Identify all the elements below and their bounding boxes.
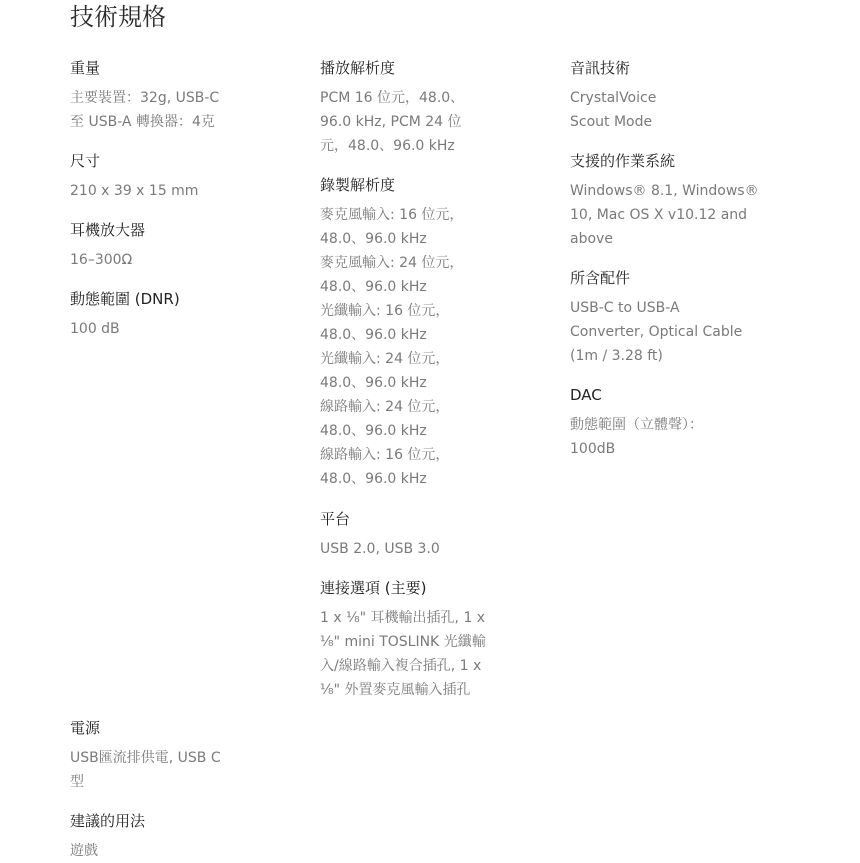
spec-value-power xyxy=(70,746,270,794)
spec-value-audio-tech xyxy=(570,86,770,134)
spec-value-line: 線路輸入: 16 位元， xyxy=(320,447,450,463)
spec-value-included-accessories xyxy=(570,296,770,368)
spec-value-line: 光纖輸入: 16 位元， xyxy=(320,303,450,319)
spec-label-audio-tech: 音訊技術 xyxy=(570,59,631,77)
spec-value-line: 48.0、96.0 kHz xyxy=(320,375,427,391)
spec-value-line: Scout Mode xyxy=(570,114,653,130)
spec-label-connectivity: 連接選項 (主要) xyxy=(320,579,427,597)
spec-value-line: above xyxy=(570,231,613,247)
spec-label-weight: 重量 xyxy=(70,59,101,77)
spec-value-recording-resolution xyxy=(320,203,510,491)
spec-headphone-amp xyxy=(70,220,270,272)
spec-platform xyxy=(320,509,510,561)
spec-value-supported-os xyxy=(570,179,770,251)
spec-value-line: Windows® 8.1, Windows® xyxy=(570,183,759,199)
spec-label-dynamic-range: 動態範圍 (DNR) xyxy=(70,290,180,308)
spec-value-line: 入/線路輸入複合插孔, 1 x xyxy=(320,658,482,674)
spec-value-line: 16–300Ω xyxy=(70,252,133,268)
spec-value-line: 遊戲 xyxy=(70,843,98,859)
spec-value-dac xyxy=(570,413,770,461)
spec-value-playback-resolution xyxy=(320,86,510,158)
spec-value-line: 型 xyxy=(70,774,84,790)
spec-value-line: (1m / 3.28 ft) xyxy=(570,348,663,364)
spec-value-line: 100 dB xyxy=(70,321,120,337)
spec-value-line: CrystalVoice xyxy=(570,90,657,106)
spec-value-line: Converter, Optical Cable xyxy=(570,324,743,340)
spec-supported-os xyxy=(570,151,770,251)
spec-value-line: 96.0 kHz, PCM 24 位 xyxy=(320,114,462,130)
spec-value-line: 48.0、96.0 kHz xyxy=(320,423,427,439)
spec-value-line: USB-C to USB-A xyxy=(570,300,680,316)
spec-value-line: 48.0、96.0 kHz xyxy=(320,327,427,343)
spec-value-line: 1 x ⅛" 耳機輸出插孔, 1 x xyxy=(320,610,486,626)
spec-value-headphone-amp xyxy=(70,248,270,272)
spec-label-power: 電源 xyxy=(70,719,101,737)
spec-value-line: 線路輸入: 24 位元， xyxy=(320,399,450,415)
spec-value-line: 動態範圍（立體聲）： xyxy=(570,417,703,433)
spec-value-line: 100dB xyxy=(570,441,616,457)
spec-label-headphone-amp: 耳機放大器 xyxy=(70,221,146,239)
spec-value-line: 48.0、96.0 kHz xyxy=(320,279,427,295)
spec-value-connectivity xyxy=(320,606,520,702)
spec-included-accessories xyxy=(570,268,770,368)
spec-value-dimensions xyxy=(70,179,270,203)
spec-value-line: 麥克風輸入: 24 位元， xyxy=(320,255,464,271)
spec-label-dac: DAC xyxy=(570,386,602,404)
spec-label-platform: 平台 xyxy=(320,510,351,528)
spec-value-recommended-use xyxy=(70,839,270,863)
page-title: 技術規格 xyxy=(70,3,166,31)
spec-recording-resolution xyxy=(320,175,510,491)
spec-value-line: PCM 16 位元，48.0、 xyxy=(320,90,465,106)
spec-value-line: USB 2.0, USB 3.0 xyxy=(320,541,440,557)
spec-label-recommended-use: 建議的用法 xyxy=(70,812,146,830)
spec-value-line: 元，48.0、96.0 kHz xyxy=(320,138,455,154)
spec-value-line: 光纖輸入: 24 位元， xyxy=(320,351,450,367)
spec-audio-tech xyxy=(570,58,770,134)
spec-connectivity xyxy=(320,578,520,702)
spec-label-supported-os: 支援的作業系統 xyxy=(570,152,676,170)
spec-value-platform xyxy=(320,537,510,561)
spec-value-line: 48.0、96.0 kHz xyxy=(320,471,427,487)
spec-value-line: ⅛" mini TOSLINK 光纖輸 xyxy=(320,634,486,650)
spec-dac xyxy=(570,385,770,461)
spec-weight xyxy=(70,58,270,134)
spec-value-line: ⅛" 外置麥克風輸入插孔 xyxy=(320,682,471,698)
spec-value-line: 210 x 39 x 15 mm xyxy=(70,183,199,199)
spec-value-line: USB匯流排供電, USB C xyxy=(70,750,221,766)
spec-dimensions xyxy=(70,151,270,203)
spec-dynamic-range xyxy=(70,289,270,341)
spec-value-line: 48.0、96.0 kHz xyxy=(320,231,427,247)
spec-label-included-accessories: 所含配件 xyxy=(570,269,631,287)
spec-label-dimensions: 尺寸 xyxy=(70,152,101,170)
spec-value-weight xyxy=(70,86,270,134)
spec-value-dynamic-range xyxy=(70,317,270,341)
spec-label-recording-resolution: 錄製解析度 xyxy=(320,176,396,194)
spec-value-line: 10, Mac OS X v10.12 and xyxy=(570,207,748,223)
spec-label-playback-resolution: 播放解析度 xyxy=(320,59,396,77)
spec-value-line: 主要裝置：32g, USB-C xyxy=(70,90,220,106)
spec-power xyxy=(70,718,270,794)
spec-value-line: 麥克風輸入: 16 位元， xyxy=(320,207,464,223)
spec-recommended-use xyxy=(70,811,270,863)
spec-playback-resolution xyxy=(320,58,510,158)
spec-value-line: 至 USB-A 轉換器：4克 xyxy=(70,114,215,130)
